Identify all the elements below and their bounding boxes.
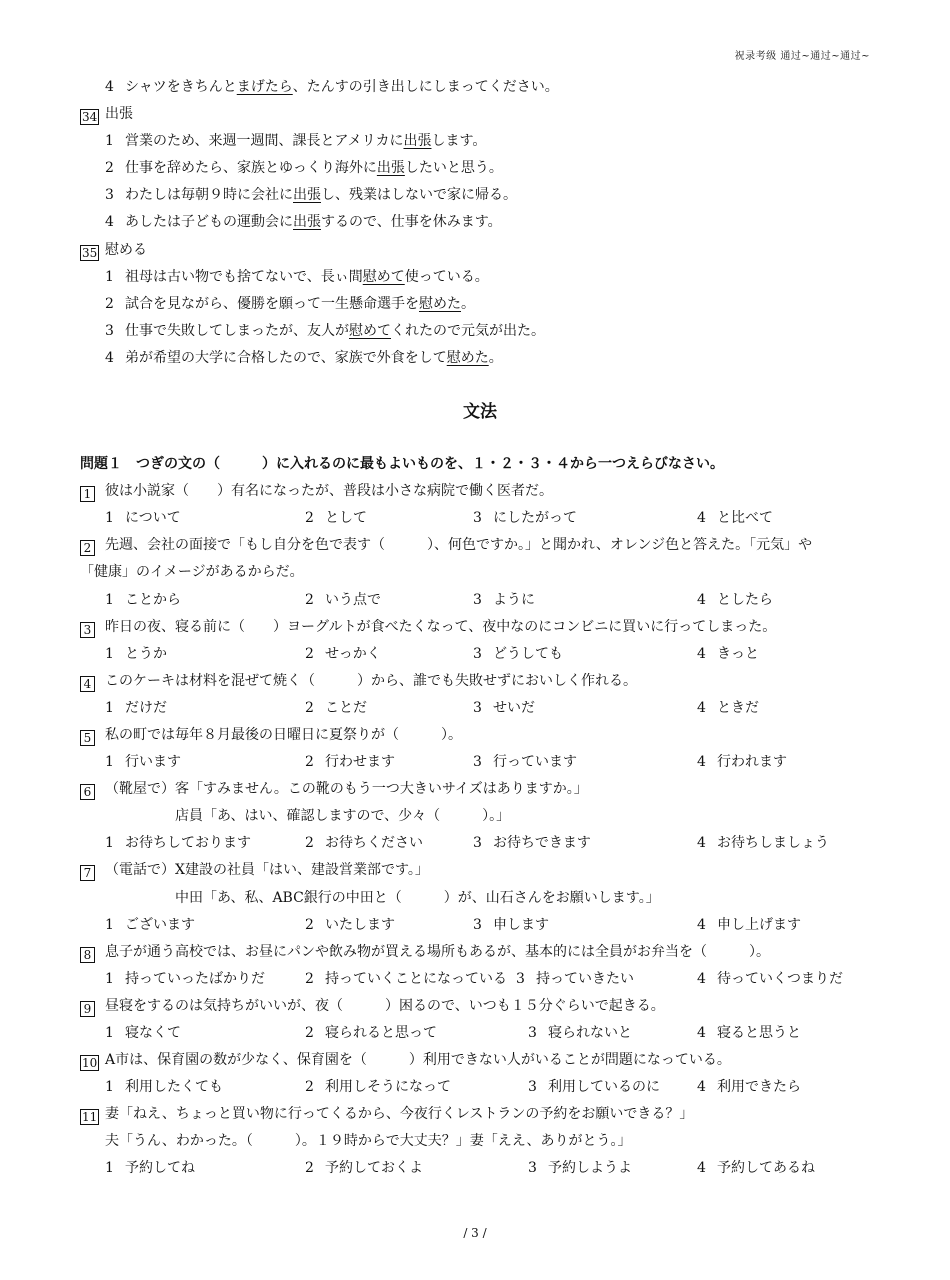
grammar-question-10 xyxy=(80,1047,880,1101)
option-number: 4 xyxy=(105,79,114,95)
choice-number: 1 xyxy=(105,645,114,662)
choice-number: 4 xyxy=(697,970,706,987)
choice-text: 持っていったばかりだ xyxy=(125,970,265,987)
choice-4 xyxy=(697,587,773,614)
question-stem xyxy=(80,776,880,803)
choice-1 xyxy=(105,695,305,722)
choice-number: 3 xyxy=(473,835,482,852)
question-text: 彼は小説家（ ）有名になったが、普段は小さな病院で働く医者だ。 xyxy=(105,483,553,500)
option-underlined-word: 慰めた xyxy=(419,295,461,312)
choice-1 xyxy=(105,830,305,857)
choice-number: 4 xyxy=(697,1025,706,1041)
choice-text: とうか xyxy=(125,645,167,662)
vocab-option xyxy=(80,318,880,345)
choice-number: 4 xyxy=(697,1160,706,1177)
choice-text: ことだ xyxy=(325,699,367,716)
choice-number: 4 xyxy=(697,916,706,933)
choice-number: 4 xyxy=(697,1079,706,1096)
choice-1 xyxy=(105,1020,305,1047)
choice-number: 1 xyxy=(105,1025,114,1041)
question-number-holder xyxy=(80,478,105,505)
option-underlined-word: 慰めた xyxy=(446,349,489,366)
choice-row xyxy=(80,1155,880,1182)
option-text-pre: 祖母は古い物でも捨てないで、長ぃ間 xyxy=(125,268,363,285)
choice-text: せっかく xyxy=(325,645,381,662)
question-text-continued: 夫「うん、わかった。（ ）。１９時からで大丈夫？」妻「ええ、ありがとう。」 xyxy=(105,1133,632,1150)
option-text-pre: シャツをきちんと xyxy=(125,79,237,95)
option-number: 1 xyxy=(105,268,114,285)
choice-text: 寝なくて xyxy=(125,1025,181,1041)
question-stem xyxy=(80,668,880,695)
choice-number: 2 xyxy=(305,916,314,933)
choice-number: 1 xyxy=(105,699,114,716)
choice-text: 行わせます xyxy=(325,754,395,771)
choice-4 xyxy=(697,695,759,722)
option-text-post: 使っている。 xyxy=(404,268,489,285)
option-text-pre: あしたは子どもの運動会に xyxy=(125,214,293,231)
choice-text: 行っています xyxy=(493,754,577,771)
question-number-box: 2 xyxy=(80,540,95,556)
choice-text: お待ちしましょう xyxy=(717,835,829,852)
option-number: 2 xyxy=(105,295,114,312)
page-number: / 3 / xyxy=(463,1226,487,1240)
question-stem xyxy=(80,993,880,1020)
choice-3 xyxy=(528,1155,697,1182)
choice-4 xyxy=(697,966,843,993)
choice-3 xyxy=(473,912,697,939)
option-text-pre: 弟が希望の大学に合格したので、家族で外食をして xyxy=(125,349,447,366)
choice-2 xyxy=(305,1074,528,1101)
option-text-post: したいと思う。 xyxy=(404,160,503,177)
choice-2 xyxy=(305,1155,528,1182)
question-text: 妻「ねえ、ちょっと買い物に行ってくるから、今夜行くレストランの予約をお願いできる？」 xyxy=(105,1106,694,1123)
choice-3 xyxy=(473,641,697,668)
choice-text: 利用できたら xyxy=(717,1079,801,1096)
choice-row xyxy=(80,830,880,857)
choice-1 xyxy=(105,1074,305,1101)
question-number-holder xyxy=(80,614,105,641)
option-text-post: します。 xyxy=(431,133,487,150)
choice-1 xyxy=(105,587,305,614)
question-text: 先週、会社の面接で「もし自分を色で表す（ ）、何色ですか。」と聞かれ、オレンジ色と答えた。「元気」や xyxy=(105,537,813,554)
choice-text: ときだ xyxy=(717,699,759,716)
question-number-box: 4 xyxy=(80,676,95,692)
choice-2 xyxy=(305,966,516,993)
choice-text: 寝られないと xyxy=(548,1025,632,1041)
question-stem xyxy=(80,722,880,749)
choice-text: 待っていくつまりだ xyxy=(717,970,843,987)
question-stem xyxy=(80,532,880,559)
choice-text: として xyxy=(325,510,367,527)
choice-text: ございます xyxy=(125,916,195,933)
choice-number: 2 xyxy=(305,699,314,716)
question-text-continued: 店員「あ、はい、確認しますので、少々（ ）。」 xyxy=(175,808,511,825)
choice-text: 予約してね xyxy=(125,1160,195,1177)
choice-text: せいだ xyxy=(493,699,535,716)
choice-number: 2 xyxy=(305,1079,314,1096)
question-number-box: 5 xyxy=(80,730,95,746)
choice-text: だけだ xyxy=(125,699,167,716)
option-number: 3 xyxy=(105,322,114,339)
option-text-pre: 試合を見ながら、優勝を願って一生懸命選手を xyxy=(125,295,419,312)
choice-number: 4 xyxy=(697,699,706,716)
prev-question-option xyxy=(80,74,880,101)
choice-row xyxy=(80,505,880,532)
choice-4 xyxy=(697,1155,815,1182)
choice-text: どうしても xyxy=(493,645,563,662)
choice-text: 利用しそうになって xyxy=(325,1079,451,1096)
choice-2 xyxy=(305,505,473,532)
option-number: 2 xyxy=(105,160,114,177)
choice-row xyxy=(80,587,880,614)
choice-number: 4 xyxy=(697,645,706,662)
option-underlined-word: 出張 xyxy=(293,214,321,231)
choice-number: 1 xyxy=(105,1160,114,1177)
choice-row xyxy=(80,912,880,939)
option-number: 4 xyxy=(105,349,114,366)
section-title: 文法 xyxy=(463,402,497,423)
choice-4 xyxy=(697,1020,801,1047)
choice-number: 2 xyxy=(305,645,314,662)
choice-4 xyxy=(697,505,773,532)
choice-number: 1 xyxy=(105,835,114,852)
choice-row xyxy=(80,749,880,776)
choice-text: お待ちしております xyxy=(125,835,251,852)
vocab-question-35 xyxy=(80,237,880,372)
question-number-box: 6 xyxy=(80,784,95,800)
grammar-question-6 xyxy=(80,776,880,857)
choice-text: 利用したくても xyxy=(125,1079,223,1096)
grammar-question-5 xyxy=(80,722,880,776)
question-text: 昨日の夜、寝る前に（ ）ヨーグルトが食べたくなって、夜中なのにコンビニに買いに行ってしまった。 xyxy=(105,618,777,635)
question-text-continued: 中田「あ、私、ABC銀行の中田と（ ）が、山石さんをお願いします。」 xyxy=(175,889,660,906)
vocab-question-34 xyxy=(80,101,880,236)
choice-number: 1 xyxy=(105,970,114,987)
question-stem xyxy=(80,1101,880,1128)
vocab-option xyxy=(80,345,880,372)
choice-number: 2 xyxy=(305,1160,314,1177)
choice-text: 予約してあるね xyxy=(717,1160,815,1177)
option-underlined-word: 出張 xyxy=(376,160,405,177)
choice-2 xyxy=(305,830,473,857)
choice-1 xyxy=(105,749,305,776)
question-text: （靴屋で）客「すみません。この靴のもう一つ大きいサイズはありますか。」 xyxy=(105,781,588,798)
question-stem xyxy=(80,478,880,505)
grammar-question-8 xyxy=(80,939,880,993)
question-number-holder xyxy=(80,776,105,803)
question-number-box: 3 xyxy=(80,622,95,638)
question-number-box: 9 xyxy=(80,1001,95,1017)
choice-2 xyxy=(305,1020,528,1047)
option-underlined-word: まげたら xyxy=(236,79,293,95)
choice-3 xyxy=(516,966,697,993)
choice-text: 持っていきたい xyxy=(536,970,634,987)
choice-1 xyxy=(105,1155,305,1182)
question-text: 昼寝をするのは気持ちがいいが、夜（ ）困るので、いつも１５分ぐらいで起きる。 xyxy=(105,997,665,1014)
choice-text: 利用しているのに xyxy=(548,1079,660,1096)
choice-text: 持っていくことになっている xyxy=(325,970,507,987)
choice-number: 1 xyxy=(105,754,114,771)
choice-text: と比べて xyxy=(717,510,773,527)
question-stem xyxy=(80,614,880,641)
grammar-question-3 xyxy=(80,614,880,668)
question-number-box: 1 xyxy=(80,486,95,502)
choice-4 xyxy=(697,830,829,857)
question-number-holder xyxy=(80,1047,105,1074)
choice-number: 2 xyxy=(305,510,314,527)
choice-text: としたら xyxy=(717,591,773,608)
choice-number: 3 xyxy=(473,645,482,662)
choice-3 xyxy=(528,1020,697,1047)
choice-number: 3 xyxy=(528,1079,537,1096)
question-number-box: 34 xyxy=(82,110,98,125)
option-number: 1 xyxy=(105,133,114,150)
vocab-option xyxy=(80,264,880,291)
choice-3 xyxy=(473,749,697,776)
choice-row xyxy=(80,966,880,993)
grammar-question-9 xyxy=(80,993,880,1047)
choice-text: について xyxy=(125,510,181,527)
choice-row xyxy=(80,1020,880,1047)
vocab-word: 出張 xyxy=(105,106,133,123)
choice-number: 4 xyxy=(697,591,706,608)
choice-4 xyxy=(697,912,801,939)
choice-text: ように xyxy=(493,591,535,608)
option-text-post: し、残業はしないで家に帰る。 xyxy=(321,187,517,204)
question-number-box: 7 xyxy=(80,865,95,881)
page-header: 祝录考级 通过~通过~通过~ xyxy=(734,51,870,62)
question-number-holder xyxy=(80,939,105,966)
choice-number: 4 xyxy=(697,510,706,527)
grammar-question-4 xyxy=(80,668,880,722)
choice-number: 1 xyxy=(105,591,114,608)
question-number-holder xyxy=(80,993,105,1020)
choice-number: 1 xyxy=(105,1079,114,1096)
choice-1 xyxy=(105,966,305,993)
option-number: 4 xyxy=(105,214,114,231)
vocab-word: 慰める xyxy=(105,241,147,258)
page-content xyxy=(80,74,880,1183)
choice-text: いたします xyxy=(325,916,395,933)
choice-row xyxy=(80,641,880,668)
choice-number: 3 xyxy=(473,591,482,608)
choice-text: 行われます xyxy=(717,754,787,771)
option-text-post: くれたので元気が出た。 xyxy=(391,322,545,339)
choice-number: 3 xyxy=(528,1160,537,1177)
choice-4 xyxy=(697,1074,801,1101)
option-text-pre: 営業のため、来週一週間、課長とアメリカに xyxy=(125,133,404,150)
choice-3 xyxy=(528,1074,697,1101)
option-text-pre: 仕事で失敗してしまったが、友人が xyxy=(125,322,349,339)
choice-text: 予約しておくよ xyxy=(325,1160,423,1177)
option-underlined-word: 出張 xyxy=(403,133,432,150)
choice-number: 3 xyxy=(516,970,525,987)
question-text: （電話で）X建設の社員「はい、建設営業部です。」 xyxy=(105,862,429,879)
option-text-post: 。 xyxy=(461,295,475,312)
choice-text: 申し上げます xyxy=(717,916,801,933)
choice-text: 申します xyxy=(493,916,549,933)
choice-number: 3 xyxy=(473,754,482,771)
grammar-question-7 xyxy=(80,857,880,938)
question-text: 息子が通う高校では、お昼にパンや飲み物が買える場所もあるが、基本的には全員がお弁当を（ ）。 xyxy=(105,943,770,960)
choice-text: ことから xyxy=(125,591,181,608)
choice-number: 2 xyxy=(305,970,314,987)
option-underlined-word: 出張 xyxy=(293,187,321,204)
vocab-header xyxy=(80,101,880,128)
choice-3 xyxy=(473,830,697,857)
choice-4 xyxy=(697,749,787,776)
choice-number: 1 xyxy=(105,510,114,527)
grammar-question-11 xyxy=(80,1101,880,1182)
vocab-option xyxy=(80,128,880,155)
choice-2 xyxy=(305,695,473,722)
choice-number: 2 xyxy=(305,835,314,852)
question-number-holder xyxy=(80,532,105,559)
question-stem xyxy=(80,1047,880,1074)
question-number-holder xyxy=(80,722,105,749)
question-number-holder xyxy=(80,668,105,695)
vocab-option xyxy=(80,155,880,182)
question-text: A市は、保育園の数が少なく、保育園を（ ）利用できない人がいることが問題になっている。 xyxy=(105,1052,731,1069)
option-text-pre: わたしは毎朝９時に会社に xyxy=(125,187,293,204)
choice-number: 4 xyxy=(697,754,706,771)
choice-text: いう点で xyxy=(325,591,381,608)
choice-text: 行います xyxy=(125,754,181,771)
question-number-holder xyxy=(80,857,105,884)
choice-2 xyxy=(305,749,473,776)
grammar-question-2 xyxy=(80,532,880,613)
question-number-holder xyxy=(80,237,105,264)
choice-text: きっと xyxy=(717,645,759,662)
choice-text: お待ちできます xyxy=(493,835,591,852)
choice-1 xyxy=(105,912,305,939)
choice-1 xyxy=(105,505,305,532)
question-number-holder xyxy=(80,1101,105,1128)
choice-number: 1 xyxy=(105,916,114,933)
option-number: 3 xyxy=(105,187,114,204)
choice-number: 3 xyxy=(473,510,482,527)
choice-number: 4 xyxy=(697,835,706,852)
question-text-continued: 「健康」のイメージがあるからだ。 xyxy=(80,564,304,581)
question-number-box: 35 xyxy=(82,245,98,260)
vocab-header xyxy=(80,237,880,264)
option-text-post: 。 xyxy=(488,349,503,366)
choice-3 xyxy=(473,587,697,614)
choice-2 xyxy=(305,587,473,614)
option-underlined-word: 慰めて xyxy=(362,268,405,285)
grammar-question-1 xyxy=(80,478,880,532)
choice-text: 寝られると思って xyxy=(325,1025,437,1041)
choice-number: 3 xyxy=(473,699,482,716)
question-text: 私の町では毎年８月最後の日曜日に夏祭りが（ ）。 xyxy=(105,726,462,743)
choice-row xyxy=(80,695,880,722)
question-number-box: 8 xyxy=(80,947,95,963)
vocab-option xyxy=(80,182,880,209)
choice-text: 寝ると思うと xyxy=(717,1025,801,1041)
choice-text: 予約しようよ xyxy=(548,1160,632,1177)
choice-3 xyxy=(473,695,697,722)
choice-2 xyxy=(305,641,473,668)
choice-number: 2 xyxy=(305,754,314,771)
choice-1 xyxy=(105,641,305,668)
choice-number: 3 xyxy=(473,916,482,933)
option-text-post: 、たんすの引き出しにしまってください。 xyxy=(292,79,559,95)
choice-row xyxy=(80,1074,880,1101)
question-number-holder xyxy=(80,101,105,128)
question-stem xyxy=(80,939,880,966)
choice-number: 3 xyxy=(528,1025,537,1041)
question-number-box: 11 xyxy=(82,1110,98,1125)
question-number-box: 10 xyxy=(82,1056,98,1071)
choice-2 xyxy=(305,912,473,939)
choice-4 xyxy=(697,641,759,668)
choice-text: お待ちください xyxy=(325,835,423,852)
question-text: このケーキは材料を混ぜて焼く（ ）から、誰でも失敗せずにおいしく作れる。 xyxy=(105,672,637,689)
option-text-pre: 仕事を辞めたら、家族とゆっくり海外に xyxy=(125,160,377,177)
choice-3 xyxy=(473,505,697,532)
question-stem xyxy=(80,857,880,884)
choice-number: 2 xyxy=(305,591,314,608)
choice-number: 2 xyxy=(305,1025,314,1041)
vocab-option xyxy=(80,209,880,236)
vocab-option xyxy=(80,291,880,318)
option-underlined-word: 慰めて xyxy=(349,322,391,339)
mondai-instructions: 問題１ つぎの文の（ ）に入れるのに最もよいものを、１・２・３・４から一つえらびなさい。 xyxy=(80,456,724,473)
choice-text: にしたがって xyxy=(493,510,577,527)
option-text-post: するので、仕事を休みます。 xyxy=(321,214,502,231)
